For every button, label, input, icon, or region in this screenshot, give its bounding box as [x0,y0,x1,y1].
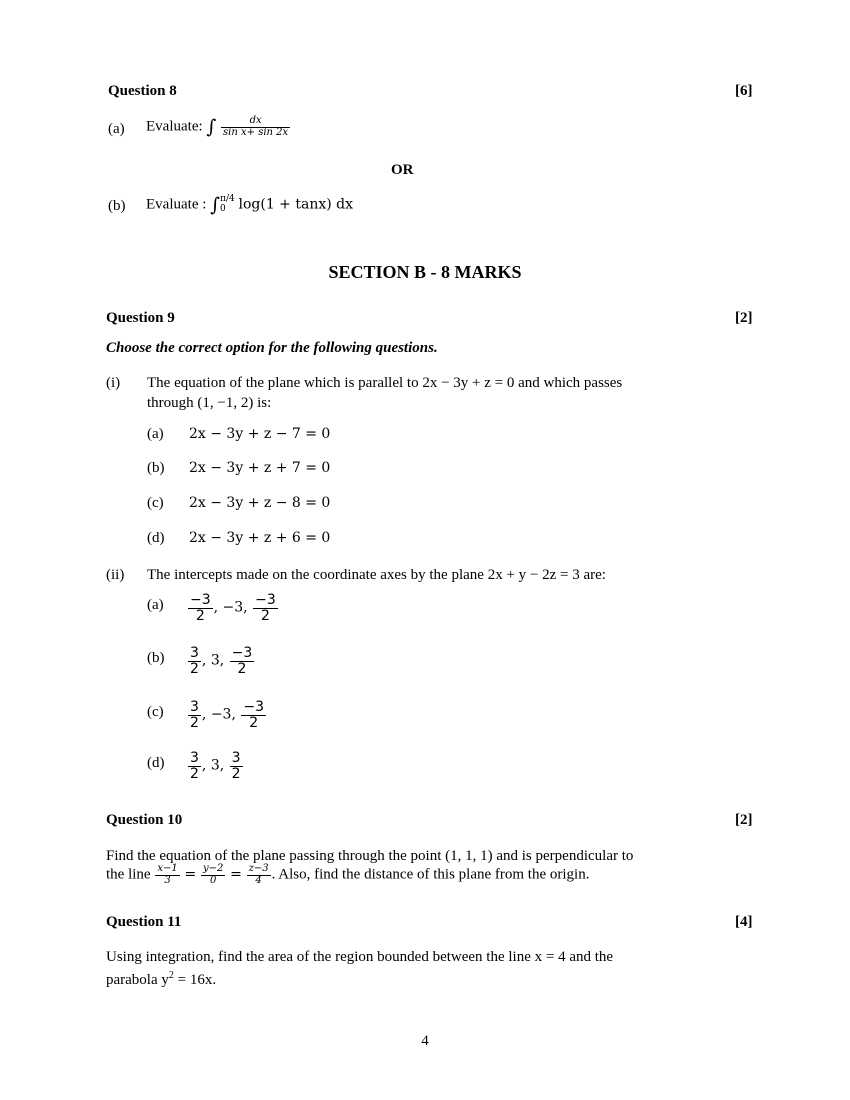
q9-i-option-d-label: (d) [147,530,165,546]
q8-b-expression: log(1 + tanx) dx [238,196,354,213]
q11-line2-start: parabola y [106,972,169,988]
q9-i-label: (i) [106,375,121,391]
q9-instruction: Choose the correct option for the following questions. [106,340,438,356]
q8-b-lower-limit: 0 [220,204,226,214]
q10-line2-start: the line [106,866,151,883]
fraction-numerator: z−3 [248,863,269,874]
option-separator: , 3, [201,757,229,774]
fraction-denominator: 2 [231,765,241,782]
q9-i-line1: The equation of the plane which is parallel to 2x − 3y + z = 0 and which passes [147,375,623,391]
equals-sign: = [230,866,242,883]
integral-sign: ∫ [206,116,217,138]
page-number: 4 [421,1033,429,1049]
q8-marks: [6] [735,83,753,99]
q8-a-fraction [221,116,290,138]
fraction-denominator: 2 [190,765,199,782]
fraction-numerator: −3 [190,592,211,608]
q8-a-text: Evaluate: [146,118,203,135]
q8-b-upper-limit: π/4 [220,194,235,205]
q8-b-question [146,194,353,216]
q10-line2 [106,864,589,886]
q8-b-text: Evaluate : [146,196,207,213]
option-separator: , −3, [201,706,241,723]
q9-i-option-b: 2x − 3y + z + 7 = 0 [189,460,331,476]
fraction-numerator: 3 [190,699,199,715]
fraction-numerator: y−2 [202,863,224,874]
q9-ii-label: (ii) [106,567,125,583]
q9-i-option-c-label: (c) [147,495,164,511]
q8-b-limits [220,195,235,215]
fraction-denominator: 2 [237,660,247,677]
q11-marks: [4] [735,914,753,930]
q9-title: Question 9 [106,310,175,326]
q8-a-denominator: sin x+ sin 2x [223,126,289,138]
fraction-numerator: −3 [231,645,253,661]
q10-title: Question 10 [106,812,183,828]
q8-a-label: (a) [108,121,125,137]
q9-i-option-b-label: (b) [147,460,165,476]
fraction-denominator: 2 [260,607,270,624]
q9-i-option-a: 2x − 3y + z − 7 = 0 [189,426,331,442]
q9-ii-option-a [187,593,279,623]
fraction-denominator: 2 [190,714,199,731]
q8-or: OR [391,162,414,178]
fraction-denominator: 2 [190,660,199,677]
option-separator: , −3, [213,599,253,616]
q9-ii-option-d [187,751,244,781]
q10-line2-end: . Also, find the distance of this plane from the origin. [271,866,590,883]
q11-line2 [106,970,216,989]
integral-sign: ∫ [210,194,221,216]
q9-ii-text: The intercepts made on the coordinate axes by the plane 2x + y − 2z = 3 are: [147,567,606,583]
q8-a-numerator: dx [221,116,290,128]
fraction-numerator: 3 [190,645,199,661]
fraction-denominator: 3 [164,874,171,886]
option-separator: , 3, [201,652,229,669]
q9-i-line2: through (1, −1, 2) is: [147,395,272,411]
equals-sign: = [184,866,197,883]
fraction-numerator: 3 [231,750,241,766]
q8-b-label: (b) [108,198,126,214]
q9-ii-option-c [187,700,267,730]
q9-i-option-c: 2x − 3y + z − 8 = 0 [189,495,331,511]
q11-exponent: 2 [168,970,174,981]
q11-title: Question 11 [106,914,182,930]
q9-i-option-d: 2x − 3y + z + 6 = 0 [189,530,331,546]
q9-ii-option-c-label: (c) [147,704,164,720]
q8-a-question [146,116,291,138]
q10-line1: Find the equation of the plane passing through the point (1, 1, 1) and is perpendicular to [106,848,634,864]
q9-ii-option-b [187,646,255,676]
q9-i-option-a-label: (a) [147,426,164,442]
fraction-numerator: −3 [255,592,276,608]
q11-line1: Using integration, find the area of the region bounded between the line x = 4 and the [106,949,614,965]
section-b-title: SECTION B - 8 MARKS [328,262,522,282]
fraction-numerator: 3 [190,750,199,766]
q9-ii-option-a-label: (a) [147,597,164,613]
fraction-numerator: x−1 [157,863,178,874]
fraction-denominator: 4 [255,874,262,886]
fraction-numerator: −3 [243,699,265,715]
q9-ii-option-d-label: (d) [147,755,165,771]
q11-line2-end: = 16x. [173,972,217,988]
q9-ii-option-b-label: (b) [147,650,165,666]
fraction-denominator: 0 [209,874,217,886]
q10-marks: [2] [735,812,753,828]
fraction-denominator: 2 [249,714,259,731]
q9-marks: [2] [735,310,753,326]
fraction-denominator: 2 [195,607,205,624]
q8-title: Question 8 [108,83,177,99]
